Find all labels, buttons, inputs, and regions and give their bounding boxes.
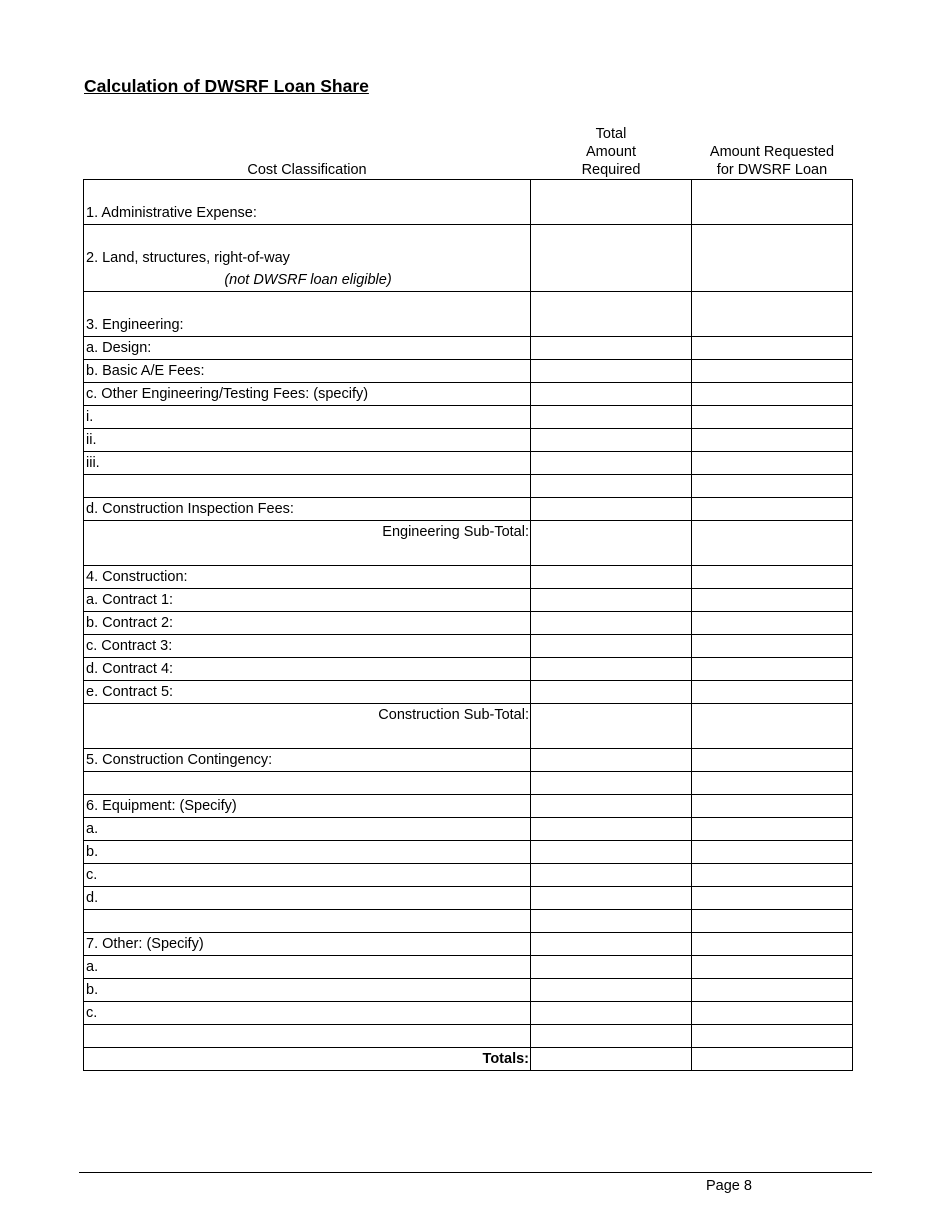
row-label-other-engineering-ii[interactable]: ii. (84, 429, 531, 452)
table-row-equipment-c (84, 864, 853, 887)
table-row-equipment-a (84, 818, 853, 841)
land-note: (not DWSRF loan eligible) (224, 272, 392, 288)
table-row-engineering-subtotal (84, 521, 853, 566)
table-row-blank (84, 1025, 853, 1048)
table-row-equipment-b (84, 841, 853, 864)
header-total-amount-required (531, 125, 691, 179)
table-row-other (84, 933, 853, 956)
total-amount-cell[interactable] (531, 589, 692, 612)
table-row-totals (84, 1048, 853, 1071)
land-label: 2. Land, structures, right-of-way (86, 250, 290, 266)
total-amount-cell[interactable] (531, 864, 692, 887)
page-number: Page 8 (706, 1178, 752, 1194)
requested-amount-cell[interactable] (692, 383, 853, 406)
blank-label-cell[interactable] (84, 772, 531, 795)
requested-amount-cell[interactable] (692, 979, 853, 1002)
requested-amount-cell[interactable] (692, 704, 853, 749)
table-row-other-engineering-i (84, 406, 853, 429)
requested-amount-cell[interactable] (692, 452, 853, 475)
total-amount-cell[interactable] (531, 452, 692, 475)
total-amount-cell[interactable] (531, 337, 692, 360)
total-amount-cell[interactable] (531, 360, 692, 383)
total-amount-cell[interactable] (531, 1048, 692, 1071)
requested-amount-cell[interactable] (692, 612, 853, 635)
requested-amount-cell[interactable] (692, 360, 853, 383)
requested-amount-cell[interactable] (692, 887, 853, 910)
table-row-equipment (84, 795, 853, 818)
requested-amount-cell[interactable] (692, 681, 853, 704)
total-amount-cell[interactable] (531, 498, 692, 521)
requested-amount-cell[interactable] (692, 1002, 853, 1025)
row-label-basic-ae-fees: b. Basic A/E Fees: (84, 360, 531, 383)
row-label-equipment: 6. Equipment: (Specify) (84, 795, 531, 818)
requested-amount-cell[interactable] (692, 292, 853, 337)
requested-amount-cell[interactable] (692, 910, 853, 933)
requested-amount-cell[interactable] (692, 225, 853, 292)
table-row-blank (84, 910, 853, 933)
row-label-totals: Totals: (84, 1048, 531, 1071)
table-row-construction-inspection (84, 498, 853, 521)
requested-amount-cell[interactable] (692, 521, 853, 566)
requested-amount-cell[interactable] (692, 749, 853, 772)
header-total-line-3: Required (581, 162, 641, 178)
row-label-other-b[interactable]: b. (84, 979, 531, 1002)
total-amount-cell[interactable] (531, 1025, 692, 1048)
row-label-engineering: 3. Engineering: (84, 292, 531, 337)
row-label-engineering-subtotal: Engineering Sub-Total: (84, 521, 531, 566)
row-label-equipment-d[interactable]: d. (84, 887, 531, 910)
requested-amount-cell[interactable] (692, 337, 853, 360)
total-amount-cell[interactable] (531, 704, 692, 749)
total-amount-cell[interactable] (531, 933, 692, 956)
row-label-equipment-b[interactable]: b. (84, 841, 531, 864)
table-row-design (84, 337, 853, 360)
table-row-contract-3 (84, 635, 853, 658)
requested-amount-cell[interactable] (692, 772, 853, 795)
total-amount-cell[interactable] (531, 383, 692, 406)
requested-amount-cell[interactable] (692, 566, 853, 589)
requested-amount-cell[interactable] (692, 180, 853, 225)
row-label-contingency: 5. Construction Contingency: (84, 749, 531, 772)
row-label-other-engineering-i[interactable]: i. (84, 406, 531, 429)
row-label-other-engineering-iii[interactable]: iii. (84, 452, 531, 475)
table-row-blank (84, 772, 853, 795)
table-row-contract-1 (84, 589, 853, 612)
requested-amount-cell[interactable] (692, 406, 853, 429)
total-amount-cell[interactable] (531, 429, 692, 452)
requested-amount-cell[interactable] (692, 818, 853, 841)
total-amount-cell[interactable] (531, 180, 692, 225)
total-amount-cell[interactable] (531, 612, 692, 635)
row-label-contract-3: c. Contract 3: (84, 635, 531, 658)
total-amount-cell[interactable] (531, 910, 692, 933)
requested-amount-cell[interactable] (692, 635, 853, 658)
requested-amount-cell[interactable] (692, 795, 853, 818)
row-label-administrative: 1. Administrative Expense: (84, 180, 531, 225)
table-row-other-engineering-iii (84, 452, 853, 475)
table-row-contract-5 (84, 681, 853, 704)
requested-amount-cell[interactable] (692, 864, 853, 887)
row-label-construction-inspection: d. Construction Inspection Fees: (84, 498, 531, 521)
requested-amount-cell[interactable] (692, 498, 853, 521)
header-cost-classification-label: Cost Classification (247, 162, 367, 178)
total-amount-cell[interactable] (531, 521, 692, 566)
blank-label-cell[interactable] (84, 1025, 531, 1048)
total-amount-cell[interactable] (531, 1002, 692, 1025)
requested-amount-cell[interactable] (692, 475, 853, 498)
table-row-other-engineering (84, 383, 853, 406)
requested-amount-cell[interactable] (692, 658, 853, 681)
row-label-equipment-c[interactable]: c. (84, 864, 531, 887)
total-amount-cell[interactable] (531, 406, 692, 429)
table-row-construction (84, 566, 853, 589)
row-label-construction-subtotal: Construction Sub-Total: (84, 704, 531, 749)
table-row-contract-2 (84, 612, 853, 635)
row-label-other-engineering: c. Other Engineering/Testing Fees: (specify) (84, 383, 531, 406)
total-amount-cell[interactable] (531, 749, 692, 772)
total-amount-cell[interactable] (531, 225, 692, 292)
requested-amount-cell[interactable] (692, 589, 853, 612)
cost-classification-table (83, 179, 853, 1071)
requested-amount-cell[interactable] (692, 429, 853, 452)
row-label-contract-2: b. Contract 2: (84, 612, 531, 635)
row-label-equipment-a[interactable]: a. (84, 818, 531, 841)
total-amount-cell[interactable] (531, 887, 692, 910)
header-requested-line-1: Amount Requested (709, 144, 835, 160)
total-amount-cell[interactable] (531, 292, 692, 337)
row-label-other-a[interactable]: a. (84, 956, 531, 979)
row-label-contract-1: a. Contract 1: (84, 589, 531, 612)
table-row-construction-subtotal (84, 704, 853, 749)
requested-amount-cell[interactable] (692, 841, 853, 864)
page-title: Calculation of DWSRF Loan Share (84, 76, 369, 96)
row-label-contract-5: e. Contract 5: (84, 681, 531, 704)
row-label-construction: 4. Construction: (84, 566, 531, 589)
total-amount-cell[interactable] (531, 475, 692, 498)
header-total-line-1: Total (595, 126, 627, 142)
table-row-land (84, 225, 853, 292)
header-requested-line-2: for DWSRF Loan (716, 162, 828, 178)
table-row-other-a (84, 956, 853, 979)
table-row-other-c (84, 1002, 853, 1025)
requested-amount-cell[interactable] (692, 956, 853, 979)
table-row-basic-ae-fees (84, 360, 853, 383)
blank-label-cell[interactable] (84, 475, 531, 498)
blank-label-cell[interactable] (84, 910, 531, 933)
table-row-engineering (84, 292, 853, 337)
table-row-contract-4 (84, 658, 853, 681)
row-label-design: a. Design: (84, 337, 531, 360)
table-row-contingency (84, 749, 853, 772)
total-amount-cell[interactable] (531, 956, 692, 979)
total-amount-cell[interactable] (531, 681, 692, 704)
row-label-other: 7. Other: (Specify) (84, 933, 531, 956)
row-label-land (84, 225, 531, 292)
total-amount-cell[interactable] (531, 841, 692, 864)
total-amount-cell[interactable] (531, 795, 692, 818)
table-row-equipment-d (84, 887, 853, 910)
row-label-other-c[interactable]: c. (84, 1002, 531, 1025)
total-amount-cell[interactable] (531, 979, 692, 1002)
header-cost-classification (84, 161, 530, 179)
table-row-other-b (84, 979, 853, 1002)
table-row-administrative (84, 180, 853, 225)
total-amount-cell[interactable] (531, 635, 692, 658)
total-amount-cell[interactable] (531, 566, 692, 589)
requested-amount-cell[interactable] (692, 1048, 853, 1071)
header-total-line-2: Amount (586, 144, 636, 160)
row-label-contract-4: d. Contract 4: (84, 658, 531, 681)
footer-divider (79, 1172, 872, 1173)
table-row-other-engineering-ii (84, 429, 853, 452)
table-row-blank (84, 475, 853, 498)
total-amount-cell[interactable] (531, 658, 692, 681)
total-amount-cell[interactable] (531, 772, 692, 795)
total-amount-cell[interactable] (531, 818, 692, 841)
header-amount-requested (692, 143, 852, 179)
requested-amount-cell[interactable] (692, 933, 853, 956)
requested-amount-cell[interactable] (692, 1025, 853, 1048)
